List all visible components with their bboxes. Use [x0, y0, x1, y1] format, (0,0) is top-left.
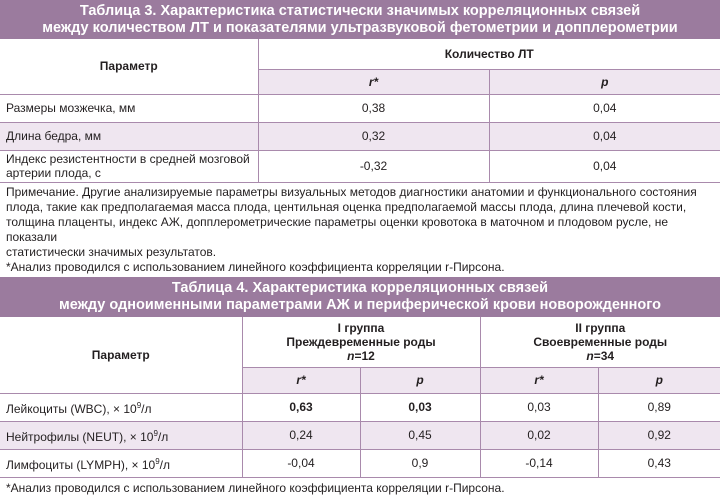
table4-group2-line2: Своевременные роды — [533, 334, 668, 349]
table4-row2-label-text: Нейтрофилы (NEUT), × 10 — [6, 429, 154, 444]
table4-title-line2: между одноименными параметрами АЖ и периферической крови новорожденного — [58, 297, 661, 313]
table3-row2-label: Длина бедра, мм — [0, 122, 258, 150]
table3-header-p — [489, 69, 720, 94]
table3-note — [0, 183, 720, 275]
table3-note-line3: толщина плаценты, индекс АЖ, допплерометрические параметры оценки кровотока в маточном и плодовом русле, не показали — [6, 214, 669, 244]
table-row — [0, 421, 720, 449]
table3-header-p-label: p — [601, 74, 609, 89]
table4-row1-r1: 0,63 — [242, 393, 360, 421]
table4-title-line1: Таблица 4. Характеристика корреляционных связей — [171, 280, 549, 296]
table3-row1-r: 0,38 — [258, 94, 489, 122]
table4-header-r2 — [480, 367, 598, 393]
table3-row1-label: Размеры мозжечка, мм — [0, 94, 258, 122]
table4-row2-label-exp: 9 — [153, 428, 158, 438]
table4-header-r1-label: r* — [296, 373, 306, 387]
table4-group1-line1: I группа — [337, 320, 385, 335]
table4-row2-label — [0, 421, 242, 449]
table4-header-p2 — [598, 367, 720, 393]
table4-footnote: *Анализ проводился с использованием линейного коэффициента корреляции r-Пирсона. — [6, 481, 505, 495]
table4-group2-n — [487, 349, 715, 363]
table4-header-r1 — [242, 367, 360, 393]
table4-row1-p2: 0,89 — [598, 393, 720, 421]
table4-row3-r1: -0,04 — [242, 449, 360, 477]
table3-footnote: *Анализ проводился с использованием линейного коэффициента корреляции r-Пирсона. — [6, 259, 505, 274]
table4-row1-r2: 0,03 — [480, 393, 598, 421]
table4-row2-p1: 0,45 — [360, 421, 480, 449]
table3-row2-r: 0,32 — [258, 122, 489, 150]
table3-row3-r: -0,32 — [258, 150, 489, 182]
table3-note-line4: статистически значимых результатов. — [6, 244, 217, 259]
table4-group2-n-val: =34 — [593, 348, 615, 363]
table4-row3-label-text: Лимфоциты (LYMPH), × 10 — [6, 457, 156, 472]
table4-row3-label-exp: 9 — [155, 456, 160, 466]
table-row — [0, 449, 720, 477]
table4-group1-n-sym: n — [347, 348, 355, 363]
table-row — [0, 94, 720, 122]
table4-header-group1 — [242, 317, 480, 367]
table3-header-param: Параметр — [0, 39, 258, 94]
table4-row3-r2: -0,14 — [480, 449, 598, 477]
table3-row3-label-line2: артерии плода, с — [6, 166, 101, 180]
table3-note-line2: плода, такие как предполагаемая масса плода, центильная оценка предполагаемой массы плода, длина плечевой кости, — [6, 199, 687, 214]
table4-row2-p2: 0,92 — [598, 421, 720, 449]
table3-note-line1: Примечание. Другие анализируемые параметры визуальных методов диагностики анатомии и функционального состояния — [6, 184, 697, 199]
table3-header-group: Количество ЛТ — [258, 39, 720, 69]
table4-row3-p1: 0,9 — [360, 449, 480, 477]
table4-header-param: Параметр — [0, 317, 242, 393]
table4-group1-n-val: =12 — [354, 348, 375, 363]
table-row — [0, 122, 720, 150]
table4-group1-line2: Преждевременные роды — [286, 334, 436, 349]
table-row — [0, 393, 720, 421]
table3-row3-label-line1: Индекс резистентности в средней мозговой — [6, 152, 250, 166]
table4-header-r2-label: r* — [534, 373, 544, 387]
table4-header-p1 — [360, 367, 480, 393]
table3-row3-label — [0, 150, 258, 182]
table4-header-group2 — [480, 317, 720, 367]
table4-row1-label-unit: /л — [141, 401, 152, 416]
table3-title — [0, 0, 720, 39]
table4-row3-label-unit: /л — [159, 457, 171, 472]
table4-row2-r2: 0,02 — [480, 421, 598, 449]
table4-group2-n-sym: n — [586, 348, 594, 363]
table3-title-line1: Таблица 3. Характеристика статистически значимых корреляционных связей — [79, 3, 641, 19]
table3-title-line2: между количеством ЛТ и показателями ультразвуковой фетометрии и допплерометрии — [42, 20, 678, 36]
table4-row2-label-unit: /л — [157, 429, 169, 444]
table4-header-p2-label: p — [655, 373, 663, 387]
table4 — [0, 317, 720, 478]
table4-row1-label — [0, 393, 242, 421]
table4-group1-n — [249, 349, 474, 363]
table4-row1-p1: 0,03 — [360, 393, 480, 421]
table4-title — [0, 277, 720, 317]
table4-row1-label-exp: 9 — [136, 400, 142, 410]
table4-row2-r1: 0,24 — [242, 421, 360, 449]
table4-row3-label — [0, 449, 242, 477]
table4-row3-p2: 0,43 — [598, 449, 720, 477]
table3-row2-p: 0,04 — [489, 122, 720, 150]
table3-header-r — [258, 69, 489, 94]
table3-row1-p: 0,04 — [489, 94, 720, 122]
table-row — [0, 150, 720, 182]
table4-header-p1-label: p — [416, 373, 424, 387]
table3-header-r-label: r* — [368, 74, 379, 89]
table3-row3-p: 0,04 — [489, 150, 720, 182]
table4-group2-line1: II группа — [575, 320, 626, 335]
table4-row1-label-text: Лейкоциты (WBC), × 10 — [6, 401, 137, 416]
table3 — [0, 39, 720, 183]
